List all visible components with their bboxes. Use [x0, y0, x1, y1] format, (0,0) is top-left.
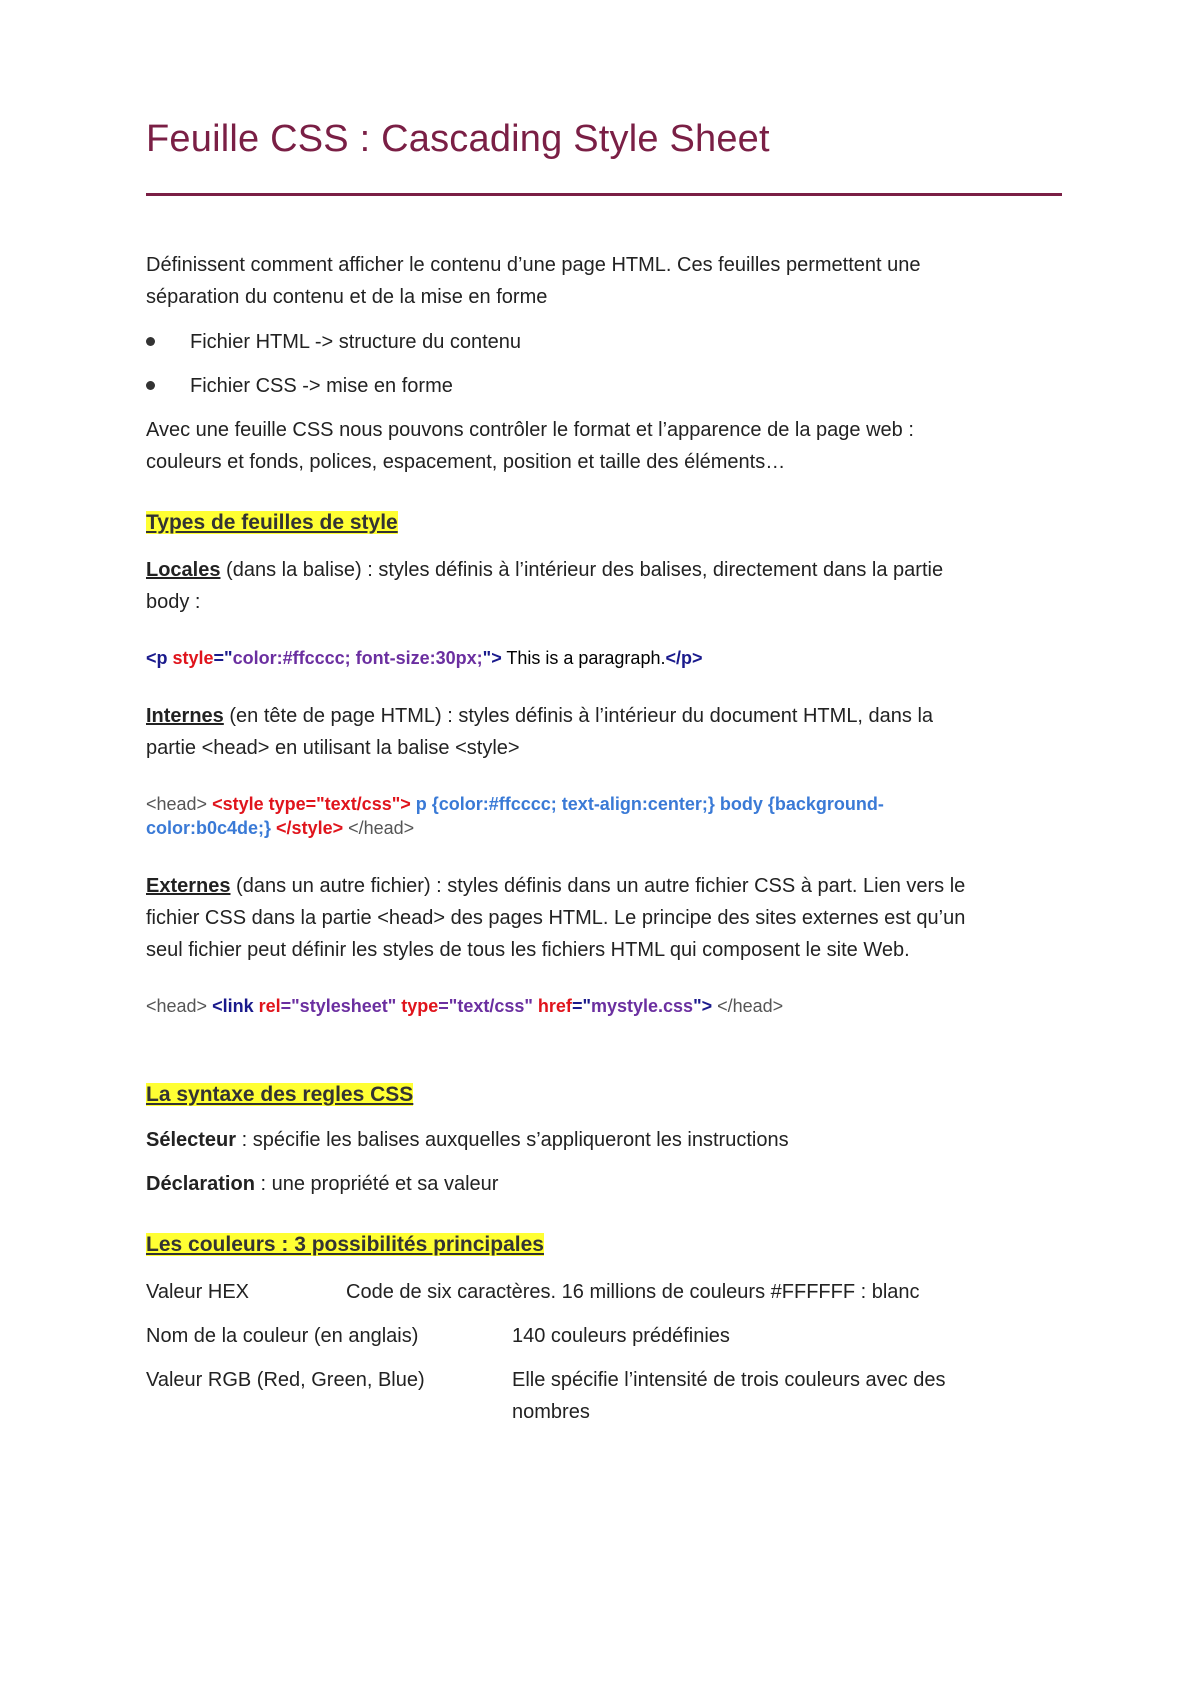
page-title: Feuille CSS : Cascading Style Sheet: [146, 118, 770, 160]
code-token: ">: [482, 648, 502, 668]
code-token: color:#ffcccc; font-size:30px;: [232, 648, 483, 668]
bullet-dot-icon: [146, 381, 155, 390]
bullet-text: Fichier HTML -> structure du contenu: [190, 331, 522, 353]
para2-line-1: Avec une feuille CSS nous pouvons contrôler le format et l’apparence de la page web :: [146, 419, 914, 441]
declaration-line: [146, 1168, 498, 1200]
code-token: =": [213, 648, 233, 668]
externes-line-3: seul fichier peut définir les styles de tous les fichiers HTML qui composent le site Web.: [146, 939, 910, 961]
internes-line-2: partie <head> en utilisant la balise <style>: [146, 737, 520, 759]
code-locales: [146, 646, 703, 670]
locales-text: (dans la balise) : styles définis à l’intérieur des balises, directement dans la partie: [220, 559, 944, 581]
code-token: </head>: [343, 818, 415, 838]
declaration-label: Déclaration: [146, 1173, 255, 1195]
code-token: This is a paragraph.: [501, 648, 666, 668]
color-name: Nom de la couleur (en anglais): [146, 1325, 419, 1347]
section-heading-text: Types de feuilles de style: [146, 511, 398, 534]
externes-text: (dans un autre fichier) : styles définis dans un autre fichier CSS à part. Lien vers le: [230, 875, 966, 897]
externes-line-2: fichier CSS dans la partie <head> des pages HTML. Le principe des sites externes est qu’un: [146, 907, 966, 929]
code-token: color:b0c4de;}: [146, 818, 277, 838]
intro-line-1: Définissent comment afficher le contenu d’une page HTML. Ces feuilles permettent une: [146, 254, 921, 276]
code-token: <link: [212, 996, 259, 1016]
locales-label: Locales: [146, 559, 221, 581]
code-token: <style type="text/css">: [212, 794, 411, 814]
section-heading-text: La syntaxe des regles CSS: [146, 1083, 414, 1106]
code-token: </p>: [665, 648, 703, 668]
code-token: type: [396, 996, 439, 1016]
code-internes-line-1: [146, 792, 884, 816]
color-name: Valeur HEX: [146, 1281, 250, 1303]
code-token: </style>: [276, 818, 344, 838]
selecteur-text: : spécifie les balises auxquelles s’appliqueront les instructions: [236, 1129, 789, 1151]
title-rule: [146, 193, 1062, 196]
selecteur-label: Sélecteur: [146, 1129, 237, 1151]
code-token: rel: [258, 996, 281, 1016]
bullet-dot-icon: [146, 337, 155, 346]
intro-line-2: séparation du contenu et de la mise en forme: [146, 286, 548, 308]
section-heading-syntax: [146, 1080, 413, 1110]
code-token: href: [532, 996, 572, 1016]
para2-line-2: couleurs et fonds, polices, espacement, position et taille des éléments…: [146, 451, 786, 473]
internes-label: Internes: [146, 705, 224, 727]
code-token: =": [571, 996, 591, 1016]
externes-line-1: [146, 870, 965, 902]
code-token: ="text/css": [438, 996, 533, 1016]
code-token: mystyle.css: [590, 996, 694, 1016]
code-token: <head>: [146, 996, 213, 1016]
code-token: ="stylesheet": [280, 996, 397, 1016]
externes-label: Externes: [146, 875, 231, 897]
code-token: <p: [146, 648, 173, 668]
color-name: Valeur RGB (Red, Green, Blue): [146, 1369, 425, 1391]
code-token: </head>: [712, 996, 784, 1016]
locales-line-1: [146, 554, 943, 586]
section-heading-colors: [146, 1230, 544, 1260]
code-token: p {color:#ffcccc; text-align:center;} body {background-: [410, 794, 884, 814]
code-token: <head>: [146, 794, 213, 814]
color-desc: Elle spécifie l’intensité de trois couleurs avec des: [512, 1369, 946, 1391]
color-desc-continued: nombres: [512, 1401, 590, 1423]
bullet-text: Fichier CSS -> mise en forme: [190, 375, 453, 397]
internes-text: (en tête de page HTML) : styles définis à l’intérieur du document HTML, dans la: [223, 705, 934, 727]
code-token: ">: [693, 996, 713, 1016]
code-internes-line-2: [146, 816, 414, 840]
code-externes: [146, 994, 783, 1018]
selecteur-line: [146, 1124, 789, 1156]
color-desc: Code de six caractères. 16 millions de couleurs #FFFFFF : blanc: [346, 1281, 920, 1303]
section-heading-text: Les couleurs : 3 possibilités principales: [146, 1233, 544, 1256]
internes-line-1: [146, 700, 933, 732]
locales-line-2: body :: [146, 591, 201, 613]
declaration-text: : une propriété et sa valeur: [254, 1173, 499, 1195]
section-heading-types: [146, 508, 398, 538]
code-token: style: [172, 648, 214, 668]
color-desc: 140 couleurs prédéfinies: [512, 1325, 730, 1347]
